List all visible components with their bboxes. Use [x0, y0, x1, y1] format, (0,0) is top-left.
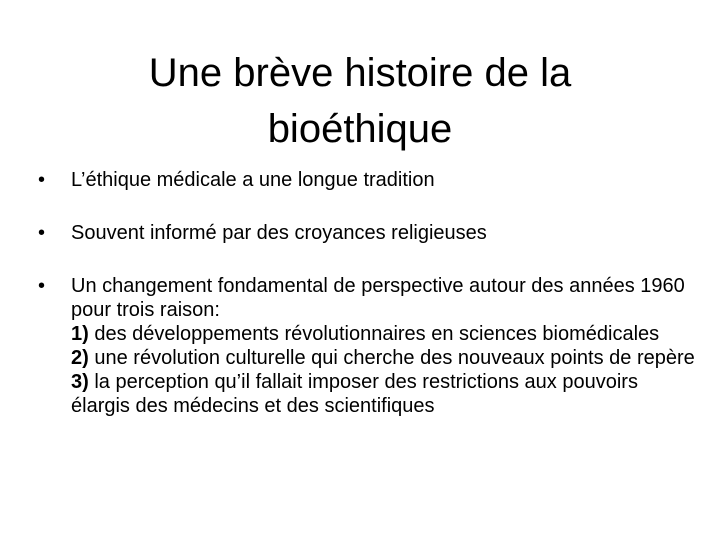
- bullet-marker: •: [38, 222, 46, 244]
- slide-title: [60, 45, 660, 157]
- bullet-item-2: [38, 221, 698, 245]
- bullet-item-3: [38, 274, 698, 418]
- title-line-2: bioéthique: [267, 106, 453, 151]
- bullet-text: Un changement fondamental de perspective autour des années 1960 pour trois raison:: [71, 275, 685, 321]
- bullet-marker: •: [38, 169, 46, 191]
- reason-text: une révolution culturelle qui cherche des nouveaux points de repère: [94, 347, 695, 369]
- title-line-1: Une brève histoire de la: [148, 50, 572, 95]
- bullet-list: [38, 168, 698, 447]
- reason-number: 3): [71, 371, 89, 393]
- bullet-marker: •: [38, 275, 46, 297]
- reason-3: [71, 370, 698, 418]
- bullet-text: Souvent informé par des croyances religieuses: [71, 222, 487, 244]
- bullet-text: L’éthique médicale a une longue tradition: [71, 169, 435, 191]
- bullet-item-1: [38, 168, 698, 192]
- reason-2: [71, 346, 698, 370]
- reason-1: [71, 322, 698, 346]
- reason-text: la perception qu’il fallait imposer des restrictions aux pouvoirs élargis des médecins et des scientifiques: [71, 371, 638, 417]
- reason-number: 2): [71, 347, 89, 369]
- reason-number: 1): [71, 323, 89, 345]
- reason-text: des développements révolutionnaires en sciences biomédicales: [94, 323, 660, 345]
